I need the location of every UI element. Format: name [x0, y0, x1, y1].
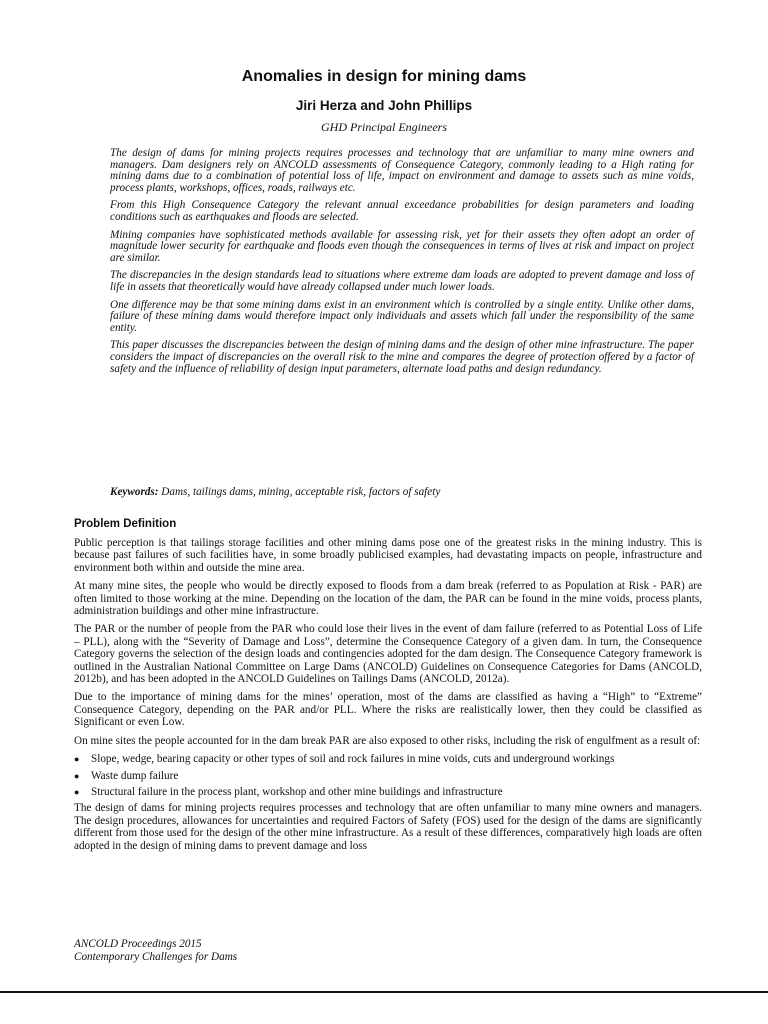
paper-authors: Jiri Herza and John Phillips	[295, 98, 473, 113]
list-item-text: Slope, wedge, bearing capacity or other types of soil and rock failures in mine voids, cuts and underground workings	[91, 753, 615, 766]
abstract-paragraph: From this High Consequence Category the relevant annual exceedance probabilities for design parameters and loading conditions such as earthquakes and floods are selected.	[110, 199, 694, 223]
abstract-paragraph: One difference may be that some mining dams exist in an environment which is controlled by a single entity. Unlike other dams, failure of these mining dams would therefore impact only individuals and assets which fall under the responsibility of the same entity.	[110, 298, 694, 334]
paper-title: Anomalies in design for mining dams	[241, 68, 527, 85]
abstract-paragraph: The design of dams for mining projects requires processes and technology that are unfamiliar to many mine owners and managers. Dam designers rely on ANCOLD assessments of Consequence Category, commonly leading to a High rating for mining dams due to a combination of potential loss of life, impact on environment and damage to assets such as mine voids, process plants, workshops, offices, roads, railways etc.	[110, 147, 694, 194]
section-heading: Problem Definition	[74, 518, 177, 530]
footer-theme: Contemporary Challenges for Dams	[74, 951, 238, 963]
body-paragraph: The design of dams for mining projects requires processes and technology that are often unfamiliar to many mine owners and managers. The design procedures, allowances for uncertainties and required Factors of Safety (FOS) used for the design of the dams are significantly different from those used for the design of the other mine infrastructure. As a result of these differences, comparatively high loads are often adopted in the design of mining dams to prevent damage and loss	[74, 802, 702, 852]
abstract-paragraph: This paper discusses the discrepancies between the design of mining dams and the design of other mine infrastructure. The paper considers the impact of discrepancies on the overall risk to the mine and compares the degree of protection offered by a factor of safety and the influence of reliability of design input parameters, alternate load paths and design redundancy.	[110, 339, 694, 375]
bullet-list	[74, 753, 702, 798]
list-item	[74, 753, 702, 765]
abstract	[110, 148, 694, 381]
list-item	[74, 770, 702, 782]
keywords-label: Keywords:	[110, 486, 159, 498]
body-paragraph: Public perception is that tailings storage facilities and other mining dams pose one of the greatest risks in the mining industry. This is because past failures of such facilities have, in some broadly publicised examples, had devastating impacts on people, infrastructure and environment both within and outside the mine area.	[74, 537, 702, 574]
body-paragraph: On mine sites the people accounted for in the dam break PAR are also exposed to other risks, including the risk of engulfment as a result of:	[74, 734, 701, 747]
list-item	[74, 786, 702, 798]
keywords-text: Dams, tailings dams, mining, acceptable risk, factors of safety	[161, 486, 441, 498]
footer-proceedings: ANCOLD Proceedings 2015	[74, 938, 202, 950]
page-footer	[74, 938, 237, 964]
list-item-text: Waste dump failure	[91, 769, 179, 782]
abstract-paragraph: Mining companies have sophisticated methods available for assessing risk, yet for their assets they often adopt an order of magnitude lower security for earthquake and floods even though the consequences in terms of lives at risk and impact on project are similar.	[110, 228, 694, 264]
keywords	[110, 486, 694, 498]
list-item-text: Structural failure in the process plant, workshop and other mine buildings and infrastructure	[91, 785, 503, 798]
section-body	[74, 537, 702, 858]
body-paragraph: At many mine sites, the people who would be directly exposed to floods from a dam break (referred to as Population at Risk - PAR) are often limited to those working at the mine. Depending on the location of the dam, the PAR can be found in the mine voids, process plants, administration buildings and other mine infrastructure.	[74, 580, 702, 618]
footer-rule	[0, 991, 768, 993]
bullet-icon: ●	[74, 770, 80, 781]
author-affiliation: GHD Principal Engineers	[321, 120, 447, 134]
bullet-icon: ●	[74, 786, 80, 797]
body-paragraph: Due to the importance of mining dams for the mines’ operation, most of the dams are classified as having a “High” to “Extreme” Consequence Category, depending on the PAR and/or PLL. Where the risks are realistically lower, then they could be classified as Significant or even Low.	[74, 691, 702, 729]
abstract-paragraph: The discrepancies in the design standards lead to situations where extreme dam loads are adopted to prevent damage and loss of life in assets that theoretically would have already collapsed under much lower loads.	[110, 269, 694, 293]
body-paragraph: The PAR or the number of people from the PAR who could lose their lives in the event of dam failure (referred to as Potential Loss of Life – PLL), along with the “Severity of Damage and Loss”, determine the Consequence Category of a given dam. In turn, the Consequence Category governs the selection of the design loads and contingencies adopted for the dam design. The Consequence Category framework is outlined in the Australian National Committee on Large Dams (ANCOLD) Guidelines on Consequence Categories for Dams (ANCOLD, 2012b), and has been adopted in the ANCOLD Guidelines on Tailings Dams (ANCOLD, 2012a).	[74, 623, 702, 686]
bullet-icon: ●	[74, 754, 80, 765]
